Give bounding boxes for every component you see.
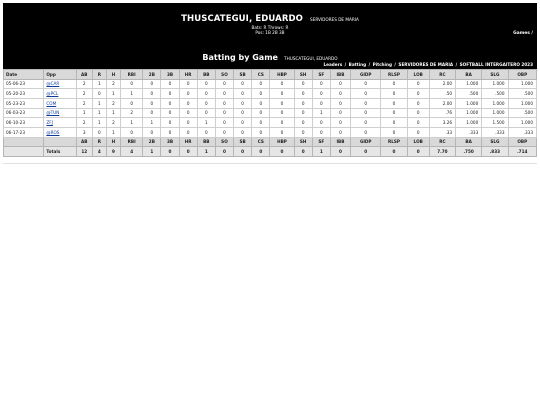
cell-obp: .500 bbox=[508, 89, 537, 99]
cell-ba: 1.000 bbox=[456, 118, 482, 128]
cell-lob: 0 bbox=[407, 127, 429, 137]
column-header[interactable]: SLG bbox=[482, 70, 508, 80]
totals-gidp: 0 bbox=[351, 147, 381, 157]
cell-ab: 2 bbox=[76, 89, 92, 99]
cell-lob: 0 bbox=[407, 108, 429, 118]
cell-2b: 0 bbox=[143, 98, 161, 108]
footer-column-header: SLG bbox=[482, 137, 508, 147]
cell-h: 2 bbox=[106, 118, 120, 128]
cell-ibb: 0 bbox=[330, 89, 350, 99]
totals-blank-cell bbox=[4, 147, 44, 157]
breadcrumb-league[interactable]: SOFTBALL INTERGAITERO 2023 bbox=[459, 62, 533, 67]
totals-so: 0 bbox=[215, 147, 233, 157]
cell-gidp: 0 bbox=[351, 118, 381, 128]
cell-cs: 0 bbox=[252, 118, 270, 128]
cell-slg: 1.000 bbox=[482, 79, 508, 89]
cell-h: 1 bbox=[106, 127, 120, 137]
opponent-link[interactable]: @CAR bbox=[46, 81, 60, 87]
cell-hr: 0 bbox=[179, 79, 197, 89]
cell-cs: 0 bbox=[252, 127, 270, 137]
cell-slg: .333 bbox=[482, 127, 508, 137]
footer-column-header: SH bbox=[294, 137, 312, 147]
totals-ba: .750 bbox=[456, 147, 482, 157]
column-header[interactable]: OBP bbox=[508, 70, 537, 80]
cell-sf: 1 bbox=[312, 108, 330, 118]
cell-cs: 0 bbox=[252, 108, 270, 118]
footer-column-header: HBP bbox=[270, 137, 294, 147]
cell-ibb: 0 bbox=[330, 98, 350, 108]
column-header[interactable]: Date bbox=[4, 70, 44, 80]
cell-rlsp: 0 bbox=[381, 108, 407, 118]
cell-ab: 3 bbox=[76, 127, 92, 137]
cell-rlsp: 0 bbox=[381, 98, 407, 108]
column-header[interactable]: SO bbox=[215, 70, 233, 80]
cell-opp bbox=[44, 108, 76, 118]
cell-cs: 0 bbox=[252, 79, 270, 89]
cell-hr: 0 bbox=[179, 89, 197, 99]
cell-ab: 2 bbox=[76, 118, 92, 128]
cell-date: 05-23-23 bbox=[4, 98, 44, 108]
cell-date: 06-03-23 bbox=[4, 108, 44, 118]
cell-ab: 2 bbox=[76, 79, 92, 89]
totals-r: 4 bbox=[92, 147, 106, 157]
table-row bbox=[4, 108, 537, 118]
footer-blank-cell bbox=[4, 137, 44, 147]
player-name: THUSCATEGUI, EDUARDO bbox=[181, 14, 303, 24]
cell-opp bbox=[44, 79, 76, 89]
cell-r: 1 bbox=[92, 118, 106, 128]
cell-sf: 0 bbox=[312, 98, 330, 108]
cell-h: 1 bbox=[106, 89, 120, 99]
column-header[interactable]: H bbox=[106, 70, 120, 80]
footer-column-header: HR bbox=[179, 137, 197, 147]
opponent-link[interactable]: @PCL bbox=[46, 91, 59, 97]
cell-cs: 0 bbox=[252, 89, 270, 99]
footer-column-header: LOB bbox=[407, 137, 429, 147]
opponent-link[interactable]: COM bbox=[46, 100, 57, 106]
player-team: SERVIDORES DE MARIA bbox=[310, 17, 359, 22]
cell-ab: 2 bbox=[76, 98, 92, 108]
opponent-link[interactable]: @ROS bbox=[46, 129, 60, 135]
cell-so: 0 bbox=[215, 79, 233, 89]
cell-date: 05-20-23 bbox=[4, 89, 44, 99]
cell-sh: 0 bbox=[294, 98, 312, 108]
footer-column-header: R bbox=[92, 137, 106, 147]
page-title: Batting by Game bbox=[202, 53, 278, 62]
cell-2b: 0 bbox=[143, 89, 161, 99]
cell-rlsp: 0 bbox=[381, 79, 407, 89]
page-subtitle: THUSCATEGUI, EDUARDO bbox=[284, 56, 338, 61]
breadcrumb-team[interactable]: SERVIDORES DE MARIA bbox=[398, 62, 454, 67]
cell-hbp: 0 bbox=[270, 108, 294, 118]
column-header[interactable]: GIDP bbox=[351, 70, 381, 80]
cell-gidp: 0 bbox=[351, 79, 381, 89]
cell-rc: .76 bbox=[429, 108, 455, 118]
footer-column-header: IBB bbox=[330, 137, 350, 147]
totals-obp: .714 bbox=[508, 147, 537, 157]
table-row bbox=[4, 89, 537, 99]
cell-3b: 0 bbox=[161, 89, 179, 99]
cell-r: 1 bbox=[92, 98, 106, 108]
footer-column-header: BB bbox=[197, 137, 215, 147]
footer-column-header: CS bbox=[252, 137, 270, 147]
column-header[interactable]: HR bbox=[179, 70, 197, 80]
cell-ba: .333 bbox=[456, 127, 482, 137]
cell-r: 1 bbox=[92, 79, 106, 89]
cell-ibb: 0 bbox=[330, 79, 350, 89]
column-header[interactable]: 3B bbox=[161, 70, 179, 80]
totals-rc: 7.70 bbox=[429, 147, 455, 157]
totals-sf: 1 bbox=[312, 147, 330, 157]
totals-lob: 0 bbox=[407, 147, 429, 157]
cell-date: 06-10-23 bbox=[4, 118, 44, 128]
cell-lob: 0 bbox=[407, 79, 429, 89]
cell-2b: 1 bbox=[143, 118, 161, 128]
column-header[interactable]: 2B bbox=[143, 70, 161, 80]
cell-2b: 0 bbox=[143, 79, 161, 89]
table-row bbox=[4, 98, 537, 108]
breadcrumb-leaders[interactable]: Leaders bbox=[323, 62, 343, 67]
table-row bbox=[4, 79, 537, 89]
cell-slg: .500 bbox=[482, 89, 508, 99]
cell-rbi: 0 bbox=[121, 79, 143, 89]
cell-so: 0 bbox=[215, 98, 233, 108]
cell-obp: 1.000 bbox=[508, 98, 537, 108]
totals-slg: .833 bbox=[482, 147, 508, 157]
cell-rlsp: 0 bbox=[381, 118, 407, 128]
column-header[interactable]: BB bbox=[197, 70, 215, 80]
cell-rbi: 1 bbox=[121, 118, 143, 128]
cell-sb: 0 bbox=[234, 118, 252, 128]
totals-h: 9 bbox=[106, 147, 120, 157]
cell-slg: 1.000 bbox=[482, 108, 508, 118]
breadcrumb-pitching[interactable]: Pitching bbox=[372, 62, 392, 67]
totals-hbp: 0 bbox=[270, 147, 294, 157]
footer-column-header: SB bbox=[234, 137, 252, 147]
cell-rbi: 1 bbox=[121, 89, 143, 99]
cell-h: 2 bbox=[106, 98, 120, 108]
breadcrumb-separator: / bbox=[344, 62, 347, 67]
cell-r: 1 bbox=[92, 108, 106, 118]
footer-column-header: 2B bbox=[143, 137, 161, 147]
page-wrapper bbox=[3, 3, 537, 164]
cell-hr: 0 bbox=[179, 108, 197, 118]
cell-rlsp: 0 bbox=[381, 127, 407, 137]
column-header[interactable]: BA bbox=[456, 70, 482, 80]
cell-bb: 0 bbox=[197, 89, 215, 99]
column-header[interactable]: Opp bbox=[44, 70, 76, 80]
cell-so: 0 bbox=[215, 118, 233, 128]
cell-hr: 0 bbox=[179, 118, 197, 128]
totals-3b: 0 bbox=[161, 147, 179, 157]
cell-rc: 2.00 bbox=[429, 79, 455, 89]
cell-lob: 0 bbox=[407, 118, 429, 128]
footer-column-header: BA bbox=[456, 137, 482, 147]
cell-sh: 0 bbox=[294, 127, 312, 137]
table-footer-header-row bbox=[4, 137, 537, 147]
cell-ba: 1.000 bbox=[456, 79, 482, 89]
cell-r: 0 bbox=[92, 127, 106, 137]
cell-obp: .333 bbox=[508, 127, 537, 137]
cell-opp bbox=[44, 118, 76, 128]
table-row bbox=[4, 118, 537, 128]
cell-gidp: 0 bbox=[351, 127, 381, 137]
breadcrumb-separator: / bbox=[455, 62, 458, 67]
footer-column-header: SF bbox=[312, 137, 330, 147]
column-header[interactable]: RC bbox=[429, 70, 455, 80]
totals-ibb: 0 bbox=[330, 147, 350, 157]
cell-sb: 0 bbox=[234, 98, 252, 108]
cell-ibb: 0 bbox=[330, 118, 350, 128]
breadcrumb-separator: / bbox=[394, 62, 396, 67]
cell-obp: 1.000 bbox=[508, 79, 537, 89]
cell-ba: 1.000 bbox=[456, 98, 482, 108]
cell-bb: 0 bbox=[197, 79, 215, 89]
footer-column-header: RBI bbox=[121, 137, 143, 147]
cell-bb: 0 bbox=[197, 127, 215, 137]
cell-rc: 3.26 bbox=[429, 118, 455, 128]
cell-h: 1 bbox=[106, 108, 120, 118]
column-header[interactable]: SF bbox=[312, 70, 330, 80]
cell-rc: .33 bbox=[429, 127, 455, 137]
cell-ab: 1 bbox=[76, 108, 92, 118]
column-header[interactable]: LOB bbox=[407, 70, 429, 80]
cell-sb: 0 bbox=[234, 79, 252, 89]
cell-opp bbox=[44, 98, 76, 108]
cell-3b: 0 bbox=[161, 108, 179, 118]
cell-rc: 2.00 bbox=[429, 98, 455, 108]
player-positions: Pos: 1B 2B 3B bbox=[255, 30, 285, 35]
totals-2b: 1 bbox=[143, 147, 161, 157]
cell-sf: 0 bbox=[312, 118, 330, 128]
cell-rlsp: 0 bbox=[381, 89, 407, 99]
table-header-row bbox=[4, 70, 537, 80]
totals-cs: 0 bbox=[252, 147, 270, 157]
cell-sh: 0 bbox=[294, 118, 312, 128]
cell-ba: .500 bbox=[456, 89, 482, 99]
totals-hr: 0 bbox=[179, 147, 197, 157]
cell-cs: 0 bbox=[252, 98, 270, 108]
nav-separator: / bbox=[531, 31, 533, 36]
cell-so: 0 bbox=[215, 89, 233, 99]
cell-so: 0 bbox=[215, 127, 233, 137]
breadcrumb-separator: / bbox=[368, 62, 371, 67]
cell-hbp: 0 bbox=[270, 118, 294, 128]
column-header[interactable]: SH bbox=[294, 70, 312, 80]
cell-slg: 1.000 bbox=[482, 98, 508, 108]
cell-lob: 0 bbox=[407, 98, 429, 108]
cell-rbi: 0 bbox=[121, 127, 143, 137]
cell-opp bbox=[44, 127, 76, 137]
cell-gidp: 0 bbox=[351, 98, 381, 108]
cell-3b: 0 bbox=[161, 118, 179, 128]
column-header[interactable]: AB bbox=[76, 70, 92, 80]
cell-date: 05-06-23 bbox=[4, 79, 44, 89]
cell-sf: 0 bbox=[312, 89, 330, 99]
footer-column-header: AB bbox=[76, 137, 92, 147]
footer-column-header: OBP bbox=[508, 137, 537, 147]
cell-date: 06-17-23 bbox=[4, 127, 44, 137]
column-header[interactable]: R bbox=[92, 70, 106, 80]
cell-rc: .50 bbox=[429, 89, 455, 99]
column-header[interactable]: CS bbox=[252, 70, 270, 80]
footer-column-header: 3B bbox=[161, 137, 179, 147]
cell-gidp: 0 bbox=[351, 89, 381, 99]
totals-sb: 0 bbox=[234, 147, 252, 157]
totals-rlsp: 0 bbox=[381, 147, 407, 157]
cell-3b: 0 bbox=[161, 98, 179, 108]
column-header[interactable]: RBI bbox=[121, 70, 143, 80]
cell-hr: 0 bbox=[179, 98, 197, 108]
cell-obp: 1.000 bbox=[508, 118, 537, 128]
cell-obp: .500 bbox=[508, 108, 537, 118]
cell-bb: 0 bbox=[197, 98, 215, 108]
footer-column-header: H bbox=[106, 137, 120, 147]
table-row bbox=[4, 127, 537, 137]
cell-opp bbox=[44, 89, 76, 99]
column-header[interactable]: SB bbox=[234, 70, 252, 80]
footer-column-header: RC bbox=[429, 137, 455, 147]
cell-sf: 0 bbox=[312, 79, 330, 89]
bottom-divider bbox=[3, 163, 537, 164]
table-body bbox=[4, 79, 537, 137]
cell-ibb: 0 bbox=[330, 108, 350, 118]
cell-sb: 0 bbox=[234, 108, 252, 118]
totals-rbi: 4 bbox=[121, 147, 143, 157]
footer-column-header: RLSP bbox=[381, 137, 407, 147]
cell-2b: 0 bbox=[143, 108, 161, 118]
cell-ibb: 0 bbox=[330, 127, 350, 137]
totals-row bbox=[4, 147, 537, 157]
footer-column-header: SO bbox=[215, 137, 233, 147]
opponent-link[interactable]: @TUN bbox=[46, 110, 60, 116]
cell-bb: 1 bbox=[197, 118, 215, 128]
column-header[interactable]: HBP bbox=[270, 70, 294, 80]
cell-sb: 0 bbox=[234, 127, 252, 137]
cell-h: 2 bbox=[106, 79, 120, 89]
cell-sh: 0 bbox=[294, 108, 312, 118]
totals-ab: 12 bbox=[76, 147, 92, 157]
cell-slg: 1.500 bbox=[482, 118, 508, 128]
column-header[interactable]: RLSP bbox=[381, 70, 407, 80]
opponent-link[interactable]: ZFJ bbox=[46, 120, 53, 126]
cell-lob: 0 bbox=[407, 89, 429, 99]
cell-hbp: 0 bbox=[270, 98, 294, 108]
totals-label: Totals bbox=[44, 147, 76, 157]
cell-3b: 0 bbox=[161, 79, 179, 89]
column-header[interactable]: IBB bbox=[330, 70, 350, 80]
player-bats-throws: Bats: R Throws: R bbox=[251, 25, 289, 30]
totals-sh: 0 bbox=[294, 147, 312, 157]
footer-column-header: GIDP bbox=[351, 137, 381, 147]
cell-sh: 0 bbox=[294, 79, 312, 89]
page-title-row bbox=[3, 37, 537, 62]
cell-sh: 0 bbox=[294, 89, 312, 99]
cell-hr: 0 bbox=[179, 127, 197, 137]
cell-hbp: 0 bbox=[270, 127, 294, 137]
cell-hbp: 0 bbox=[270, 89, 294, 99]
cell-2b: 0 bbox=[143, 127, 161, 137]
cell-so: 0 bbox=[215, 108, 233, 118]
cell-ba: 1.000 bbox=[456, 108, 482, 118]
cell-bb: 0 bbox=[197, 108, 215, 118]
footer-blank-cell bbox=[44, 137, 76, 147]
cell-gidp: 0 bbox=[351, 108, 381, 118]
breadcrumb-batting[interactable]: Batting bbox=[348, 62, 367, 67]
totals-bb: 1 bbox=[197, 147, 215, 157]
cell-rbi: 0 bbox=[121, 98, 143, 108]
batting-by-game-table bbox=[3, 69, 537, 157]
games-link[interactable]: Games bbox=[513, 31, 530, 36]
cell-sf: 0 bbox=[312, 127, 330, 137]
cell-hbp: 0 bbox=[270, 79, 294, 89]
cell-r: 0 bbox=[92, 89, 106, 99]
cell-sb: 0 bbox=[234, 89, 252, 99]
cell-3b: 0 bbox=[161, 127, 179, 137]
cell-rbi: 2 bbox=[121, 108, 143, 118]
